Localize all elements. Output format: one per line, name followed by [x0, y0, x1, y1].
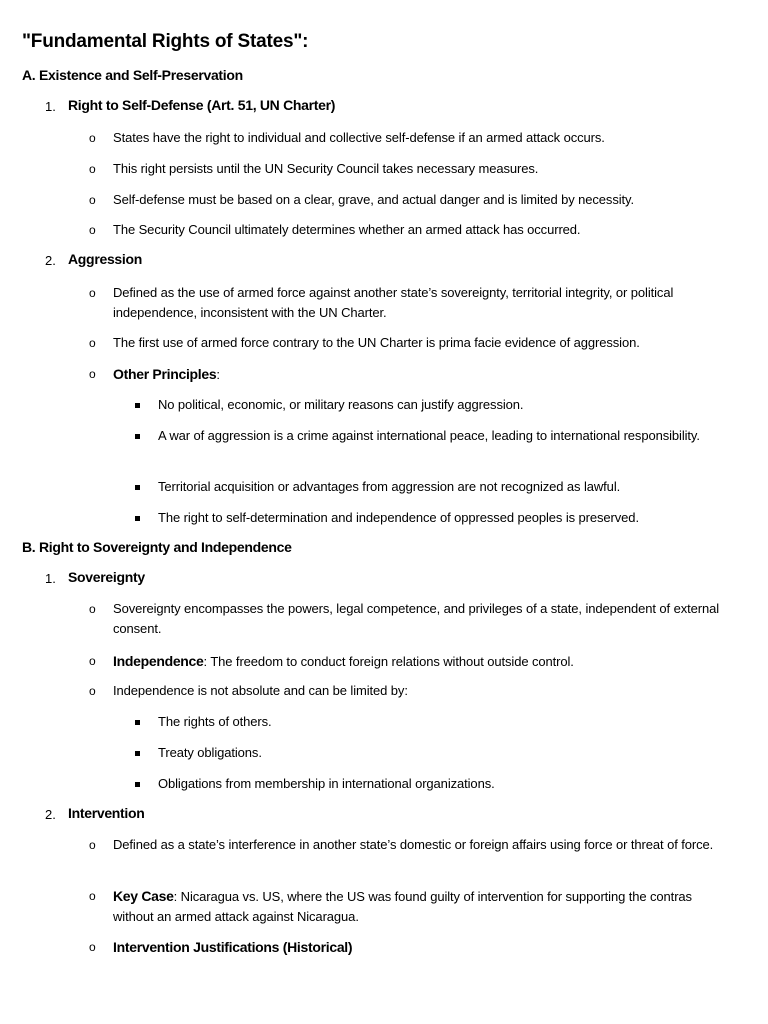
bullet-marker: o — [89, 193, 96, 207]
list-item: Sovereignty encompasses the powers, legal competence, and privileges of a state, independent of external consent. — [113, 601, 720, 636]
bullet-marker: o — [89, 602, 96, 616]
bullet-marker: o — [89, 223, 96, 237]
list-item — [113, 937, 735, 958]
section-heading-a: A. Existence and Self-Preservation — [22, 67, 243, 83]
square-bullet-icon — [135, 782, 140, 787]
list-item — [113, 651, 735, 672]
list-item: Treaty obligations. — [158, 745, 262, 760]
list-item-text: : The freedom to conduct foreign relations without outside control. — [203, 654, 574, 669]
square-bullet-icon — [135, 434, 140, 439]
list-number: 1. — [45, 571, 56, 586]
list-item-text: : Nicaragua vs. US, where the US was found guilty of intervention for supporting the contras without an armed attack against Nicaragua. — [113, 889, 692, 924]
bullet-marker: o — [89, 889, 96, 903]
bullet-marker: o — [89, 367, 96, 381]
bullet-marker: o — [89, 654, 96, 668]
subsection-heading-sovereignty: Sovereignty — [68, 569, 145, 585]
bullet-marker: o — [89, 286, 96, 300]
list-item: The right to self-determination and independence of oppressed peoples is preserved. — [158, 510, 639, 525]
list-item: Self-defense must be based on a clear, grave, and actual danger and is limited by necessity. — [113, 192, 634, 207]
subsection-heading-aggression: Aggression — [68, 251, 143, 267]
list-item: The rights of others. — [158, 714, 272, 729]
list-item: No political, economic, or military reasons can justify aggression. — [158, 397, 524, 412]
list-item: The first use of armed force contrary to the UN Charter is prima facie evidence of aggression. — [113, 335, 640, 350]
list-number: 2. — [45, 807, 56, 822]
list-item: States have the right to individual and collective self-defense if an armed attack occurs. — [113, 130, 605, 145]
list-item: Defined as the use of armed force against another state’s sovereignty, territorial integrity, or political independence, inconsistent with the UN Charter. — [113, 285, 674, 320]
list-number: 1. — [45, 99, 56, 114]
keyword-other-principles: Other Principles — [113, 366, 217, 382]
square-bullet-icon — [135, 720, 140, 725]
square-bullet-icon — [135, 485, 140, 490]
subsection-heading-self-defense: Right to Self-Defense (Art. 51, UN Charter) — [68, 97, 336, 113]
square-bullet-icon — [135, 403, 140, 408]
keyword-independence: Independence — [113, 653, 204, 669]
square-bullet-icon — [135, 516, 140, 521]
list-item: This right persists until the UN Security Council takes necessary measures. — [113, 161, 539, 176]
bullet-marker: o — [89, 336, 96, 350]
keyword-intervention-justifications: Intervention Justifications (Historical) — [113, 939, 353, 955]
square-bullet-icon — [135, 751, 140, 756]
list-item: A war of aggression is a crime against international peace, leading to international responsibility. — [158, 428, 700, 443]
list-item — [113, 364, 735, 385]
list-item: Independence is not absolute and can be limited by: — [113, 683, 408, 698]
bullet-marker: o — [89, 162, 96, 176]
list-item: Obligations from membership in international organizations. — [158, 776, 495, 791]
list-item — [113, 886, 735, 927]
list-item: Territorial acquisition or advantages from aggression are not recognized as lawful. — [158, 479, 621, 494]
keyword-key-case: Key Case — [113, 888, 174, 904]
bullet-marker: o — [89, 940, 96, 954]
subsection-heading-intervention: Intervention — [68, 805, 145, 821]
bullet-marker: o — [89, 131, 96, 145]
list-number: 2. — [45, 253, 56, 268]
bullet-marker: o — [89, 838, 96, 852]
section-heading-b: B. Right to Sovereignty and Independence — [22, 539, 292, 555]
list-item: The Security Council ultimately determines whether an armed attack has occurred. — [113, 222, 581, 237]
bullet-marker: o — [89, 684, 96, 698]
page-title: "Fundamental Rights of States": — [22, 31, 309, 52]
list-item: Defined as a state’s interference in another state’s domestic or foreign affairs using force or threat of force. — [113, 837, 714, 852]
list-item-text: : — [216, 367, 220, 382]
